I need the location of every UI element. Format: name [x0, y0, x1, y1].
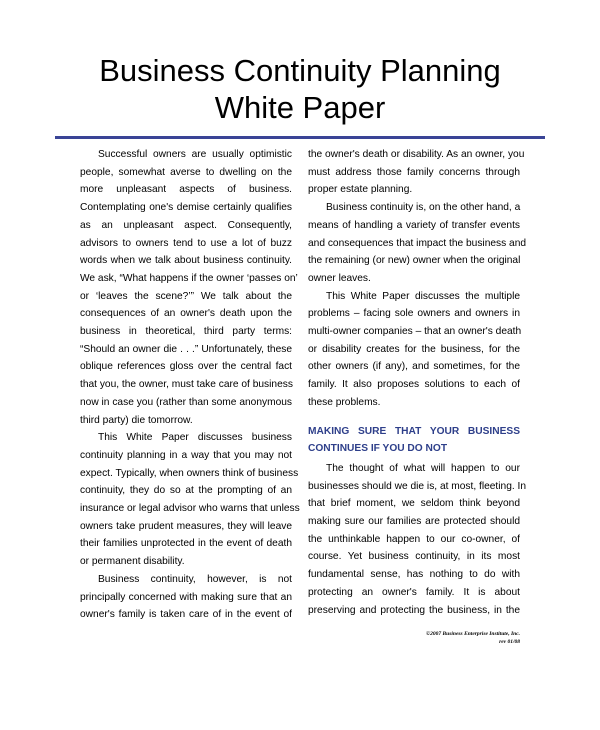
text-line: the remaining (or new) owner when the original	[308, 255, 521, 267]
text-line: these problems.	[308, 396, 381, 408]
text-line: problems – facing sole owners and owners in	[308, 308, 520, 320]
paragraph	[308, 199, 527, 288]
text-line: that you, the owner, must take care of business	[80, 379, 293, 391]
text-line: and consequences that impact the business and	[308, 237, 527, 249]
text-line: owner's family is taken care of in the event of	[80, 609, 292, 621]
text-line: as an unpleasant aspect. Consequently,	[80, 219, 292, 231]
text-line: principally concerned with making sure that an	[80, 591, 292, 603]
text-line: other owners (if any), and sometimes, for the	[308, 361, 520, 373]
text-line: owner leaves.	[308, 272, 371, 284]
text-line: fundamental sense, has nothing to do with	[308, 569, 520, 581]
text-line: means of handling a variety of transfer events	[308, 219, 520, 231]
text-line: the owner's death or disability. As an owner, you	[308, 149, 525, 160]
paragraph	[308, 460, 527, 619]
heading-line: CONTINUES IF YOU DO NOT	[308, 443, 448, 455]
text-line: business in theoretical, third party terms:	[80, 326, 292, 338]
revision-line: rev 01/08	[499, 639, 520, 645]
text-line: We ask, “What happens if the owner ‘passes on’	[80, 272, 298, 284]
text-line: owners take prudent measures, they will leave	[80, 520, 292, 532]
text-line: The thought of what will happen to our	[326, 462, 520, 474]
paragraph	[80, 429, 300, 571]
left-column	[80, 146, 300, 624]
text-line: This White Paper discusses business	[98, 432, 292, 444]
text-line: making sure our families are protected should	[308, 516, 520, 528]
text-line: that brief moment, we seldom think beyond	[308, 498, 520, 510]
text-line: must address those family concerns through	[308, 166, 520, 178]
text-line: Successful owners are usually optimistic	[98, 149, 292, 160]
text-line: continuity, they do so at the prompting of an	[80, 485, 292, 497]
text-line: businesses should we die is, at most, fleeting. In	[308, 480, 527, 492]
title-divider	[55, 136, 545, 139]
text-line: consequences of an owner's death upon the	[80, 308, 292, 320]
text-line: more unpleasant aspects of business.	[80, 184, 292, 196]
heading-line: MAKING SURE THAT YOUR BUSINESS	[308, 425, 520, 437]
text-line: oblique references gloss over the central fact	[80, 361, 292, 373]
text-line: or ‘leaves the scene?’” We talk about the	[80, 290, 292, 302]
text-line: course. Yet business continuity, in its most	[308, 551, 520, 563]
text-line: expect. Typically, when owners think of business	[80, 467, 299, 479]
paragraph	[80, 146, 298, 429]
section-heading	[308, 423, 520, 458]
paragraph	[308, 288, 520, 412]
text-line: advisors to owners tend to use a lot of buzz	[80, 237, 292, 249]
paragraph	[308, 146, 525, 199]
text-line: continuity planning in a way that you may not	[80, 449, 292, 461]
text-line: the unthinkable happen to our co-owner, of	[308, 533, 520, 545]
text-line: insurance or legal advisor who warns that unless	[80, 503, 300, 515]
text-line: preserving and protecting the business, in the	[308, 604, 520, 616]
text-line: “Should an owner die . . .” Unfortunately, these	[80, 343, 292, 355]
text-line: words when we talk about business continuity.	[80, 255, 292, 267]
text-line: their families unprotected in the event of death	[80, 538, 292, 550]
title-line-1: Business Continuity Planning	[99, 53, 501, 88]
text-line: Contemplating one's demise certainly qualifies	[80, 202, 292, 214]
title-line-2: White Paper	[214, 90, 386, 125]
text-line: proper estate planning.	[308, 184, 413, 196]
copyright-footer	[426, 630, 520, 646]
right-column	[308, 146, 527, 619]
text-line: multi-owner companies – that an owner's death	[308, 326, 522, 338]
text-line: This White Paper discusses the multiple	[326, 290, 520, 302]
copyright-line: ©2007 Business Enterprise Institute, Inc.	[426, 631, 520, 637]
text-line: or permanent disability.	[80, 556, 185, 568]
paragraph	[80, 571, 292, 624]
text-line: third party) die tomorrow.	[80, 414, 193, 426]
text-line: Business continuity, however, is not	[98, 573, 292, 585]
text-line-italic-start: now in case you (rather than some anonymous	[80, 396, 292, 408]
text-line: protecting an owner's family. It is about	[308, 586, 520, 598]
text-line: or disability creates for the business, for the	[308, 343, 520, 355]
text-line: people, somewhat averse to dwelling on the	[80, 166, 292, 178]
document-title	[0, 52, 600, 126]
text-line: Business continuity is, on the other hand, a	[326, 202, 521, 214]
text-line: family. It also proposes solutions to each of	[308, 379, 520, 391]
